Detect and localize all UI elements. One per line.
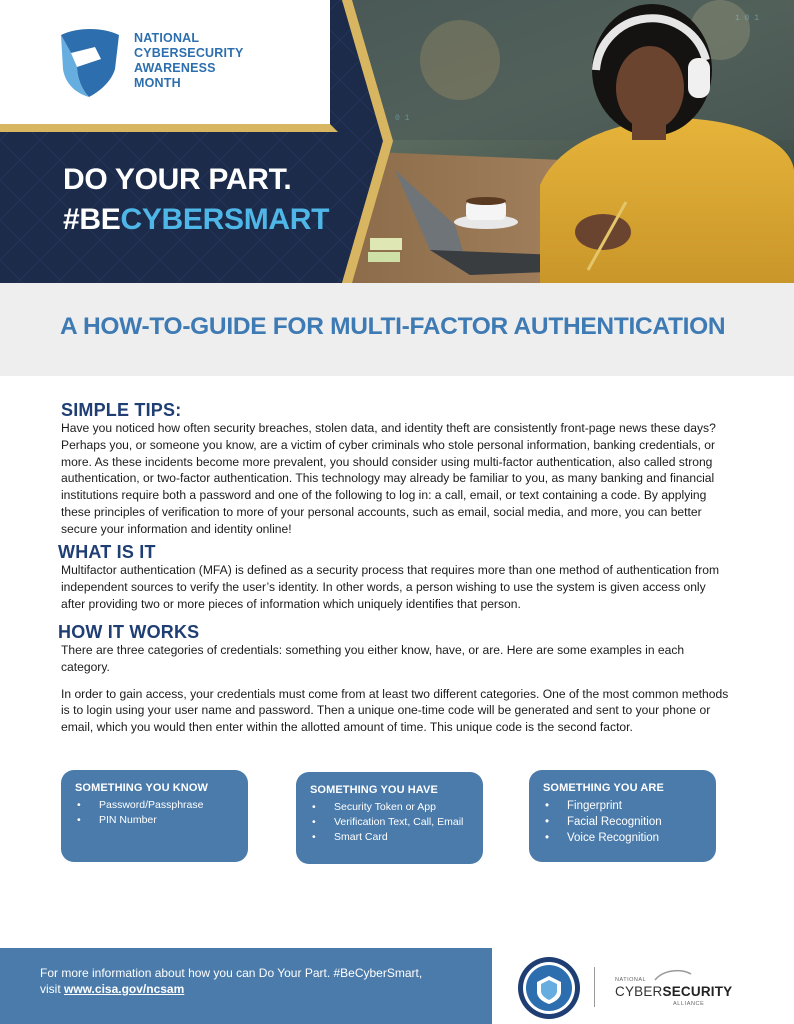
page-title: A HOW-TO-GUIDE FOR MULTI-FACTOR AUTHENTICATION [60, 313, 726, 340]
simple-tips-heading: SIMPLE TIPS: [61, 400, 182, 420]
card-item: • Security Token or App [310, 800, 463, 815]
svg-text:0 1: 0 1 [395, 114, 410, 123]
ncsa-alliance: ALLIANCE [673, 1001, 705, 1007]
card-something-you-know [61, 770, 248, 862]
ncsa-cyber: CYBER [615, 984, 663, 999]
footer-line-1: For more information about how you can Do Your Part. #BeCyberSmart, [40, 966, 423, 980]
card-item: • Verification Text, Call, Email [310, 815, 463, 830]
ncsa-swoosh-icon [653, 968, 693, 982]
section-what-is-it [58, 542, 733, 612]
slogan-line-1: DO YOUR PART. [63, 163, 292, 196]
brand-line-4: MONTH [134, 76, 181, 90]
card-item: • Facial Recognition [543, 814, 662, 830]
footer-visit-label: visit [40, 982, 64, 996]
brand-line-2: CYBERSECURITY [134, 46, 244, 60]
card-title: SOMETHING YOU ARE [543, 782, 664, 794]
card-list [543, 798, 662, 846]
brand-wordmark [134, 31, 324, 91]
section-how-it-works [58, 622, 733, 736]
card-item: • Voice Recognition [543, 830, 662, 846]
slogan-hash: #BE [63, 203, 121, 236]
card-item: • Password/Passphrase [75, 798, 203, 813]
card-list [310, 800, 463, 845]
cisa-ncsam-link[interactable]: www.cisa.gov/ncsam [64, 982, 185, 996]
section-simple-tips [61, 400, 733, 538]
ncsa-cybersecurity [615, 984, 732, 999]
card-something-you-are [529, 770, 716, 862]
slogan-line-2 [63, 200, 329, 240]
simple-tips-body: Have you noticed how often security breaches, stolen data, and identity theft are consistently front-page news these days? Perhaps you, or someone you know, are a victim of cyber criminals who stole personal information, banking credentials, or more. As these incidents become more prevalent, you should consider using multi-factor authentication, also called strong authentication, or two-factor authentication. This technology may already be familiar to you, as many banking and financial institutions require both a password and one of the following to log in: a call, email, or text containing a code. By applying these principles of verification to more of your personal accounts, such as email, social media, and more, you can better secure your information and identity online! [61, 421, 716, 536]
what-is-it-heading: WHAT IS IT [58, 542, 156, 562]
card-title: SOMETHING YOU KNOW [75, 782, 208, 794]
card-something-you-have [296, 772, 483, 864]
card-item: • PIN Number [75, 813, 203, 828]
brand-line-3: AWARENESS [134, 61, 216, 75]
what-is-it-body: Multifactor authentication (MFA) is defined as a security process that requires more than one method of authentication from independent sources to verify the user’s identity. In other words, a person wishing to use the system is given access only after providing two or more pieces of information which uniquely identifies that person. [61, 563, 720, 611]
card-item: • Smart Card [310, 830, 463, 845]
shield-logo-icon [55, 27, 125, 99]
slogan-accent: CYBERSMART [120, 203, 330, 236]
footer-bar [0, 948, 492, 1024]
how-it-works-heading: HOW IT WORKS [58, 622, 200, 642]
how-it-works-body-1: There are three categories of credentials: something you either know, have, or are. Here are some examples in each category. [61, 643, 685, 674]
hero-slogan [63, 160, 329, 240]
ncsa-logo [615, 968, 735, 1010]
how-it-works-body-2: In order to gain access, your credentials must come from at least two different categories. One of the most common methods is to login using your user name and password. Then a unique one-time code will be generated and sent to your phone or email, which you would then enter within the allotted amount of time. This unique code is the second factor. [61, 686, 729, 735]
card-list [75, 798, 203, 828]
footer-text [40, 965, 422, 997]
hero-banner [0, 0, 794, 283]
cisa-seal-icon [517, 956, 581, 1020]
card-item: • Fingerprint [543, 798, 662, 814]
card-title: SOMETHING YOU HAVE [310, 784, 438, 796]
ncsa-national: NATIONAL [615, 977, 647, 983]
ncsa-security: SECURITY [662, 984, 733, 999]
footer-divider [594, 967, 595, 1007]
svg-text:1 0 1: 1 0 1 [735, 14, 760, 23]
brand-line-1: NATIONAL [134, 31, 200, 45]
footer-line-2 [40, 981, 422, 997]
title-band [0, 283, 794, 376]
